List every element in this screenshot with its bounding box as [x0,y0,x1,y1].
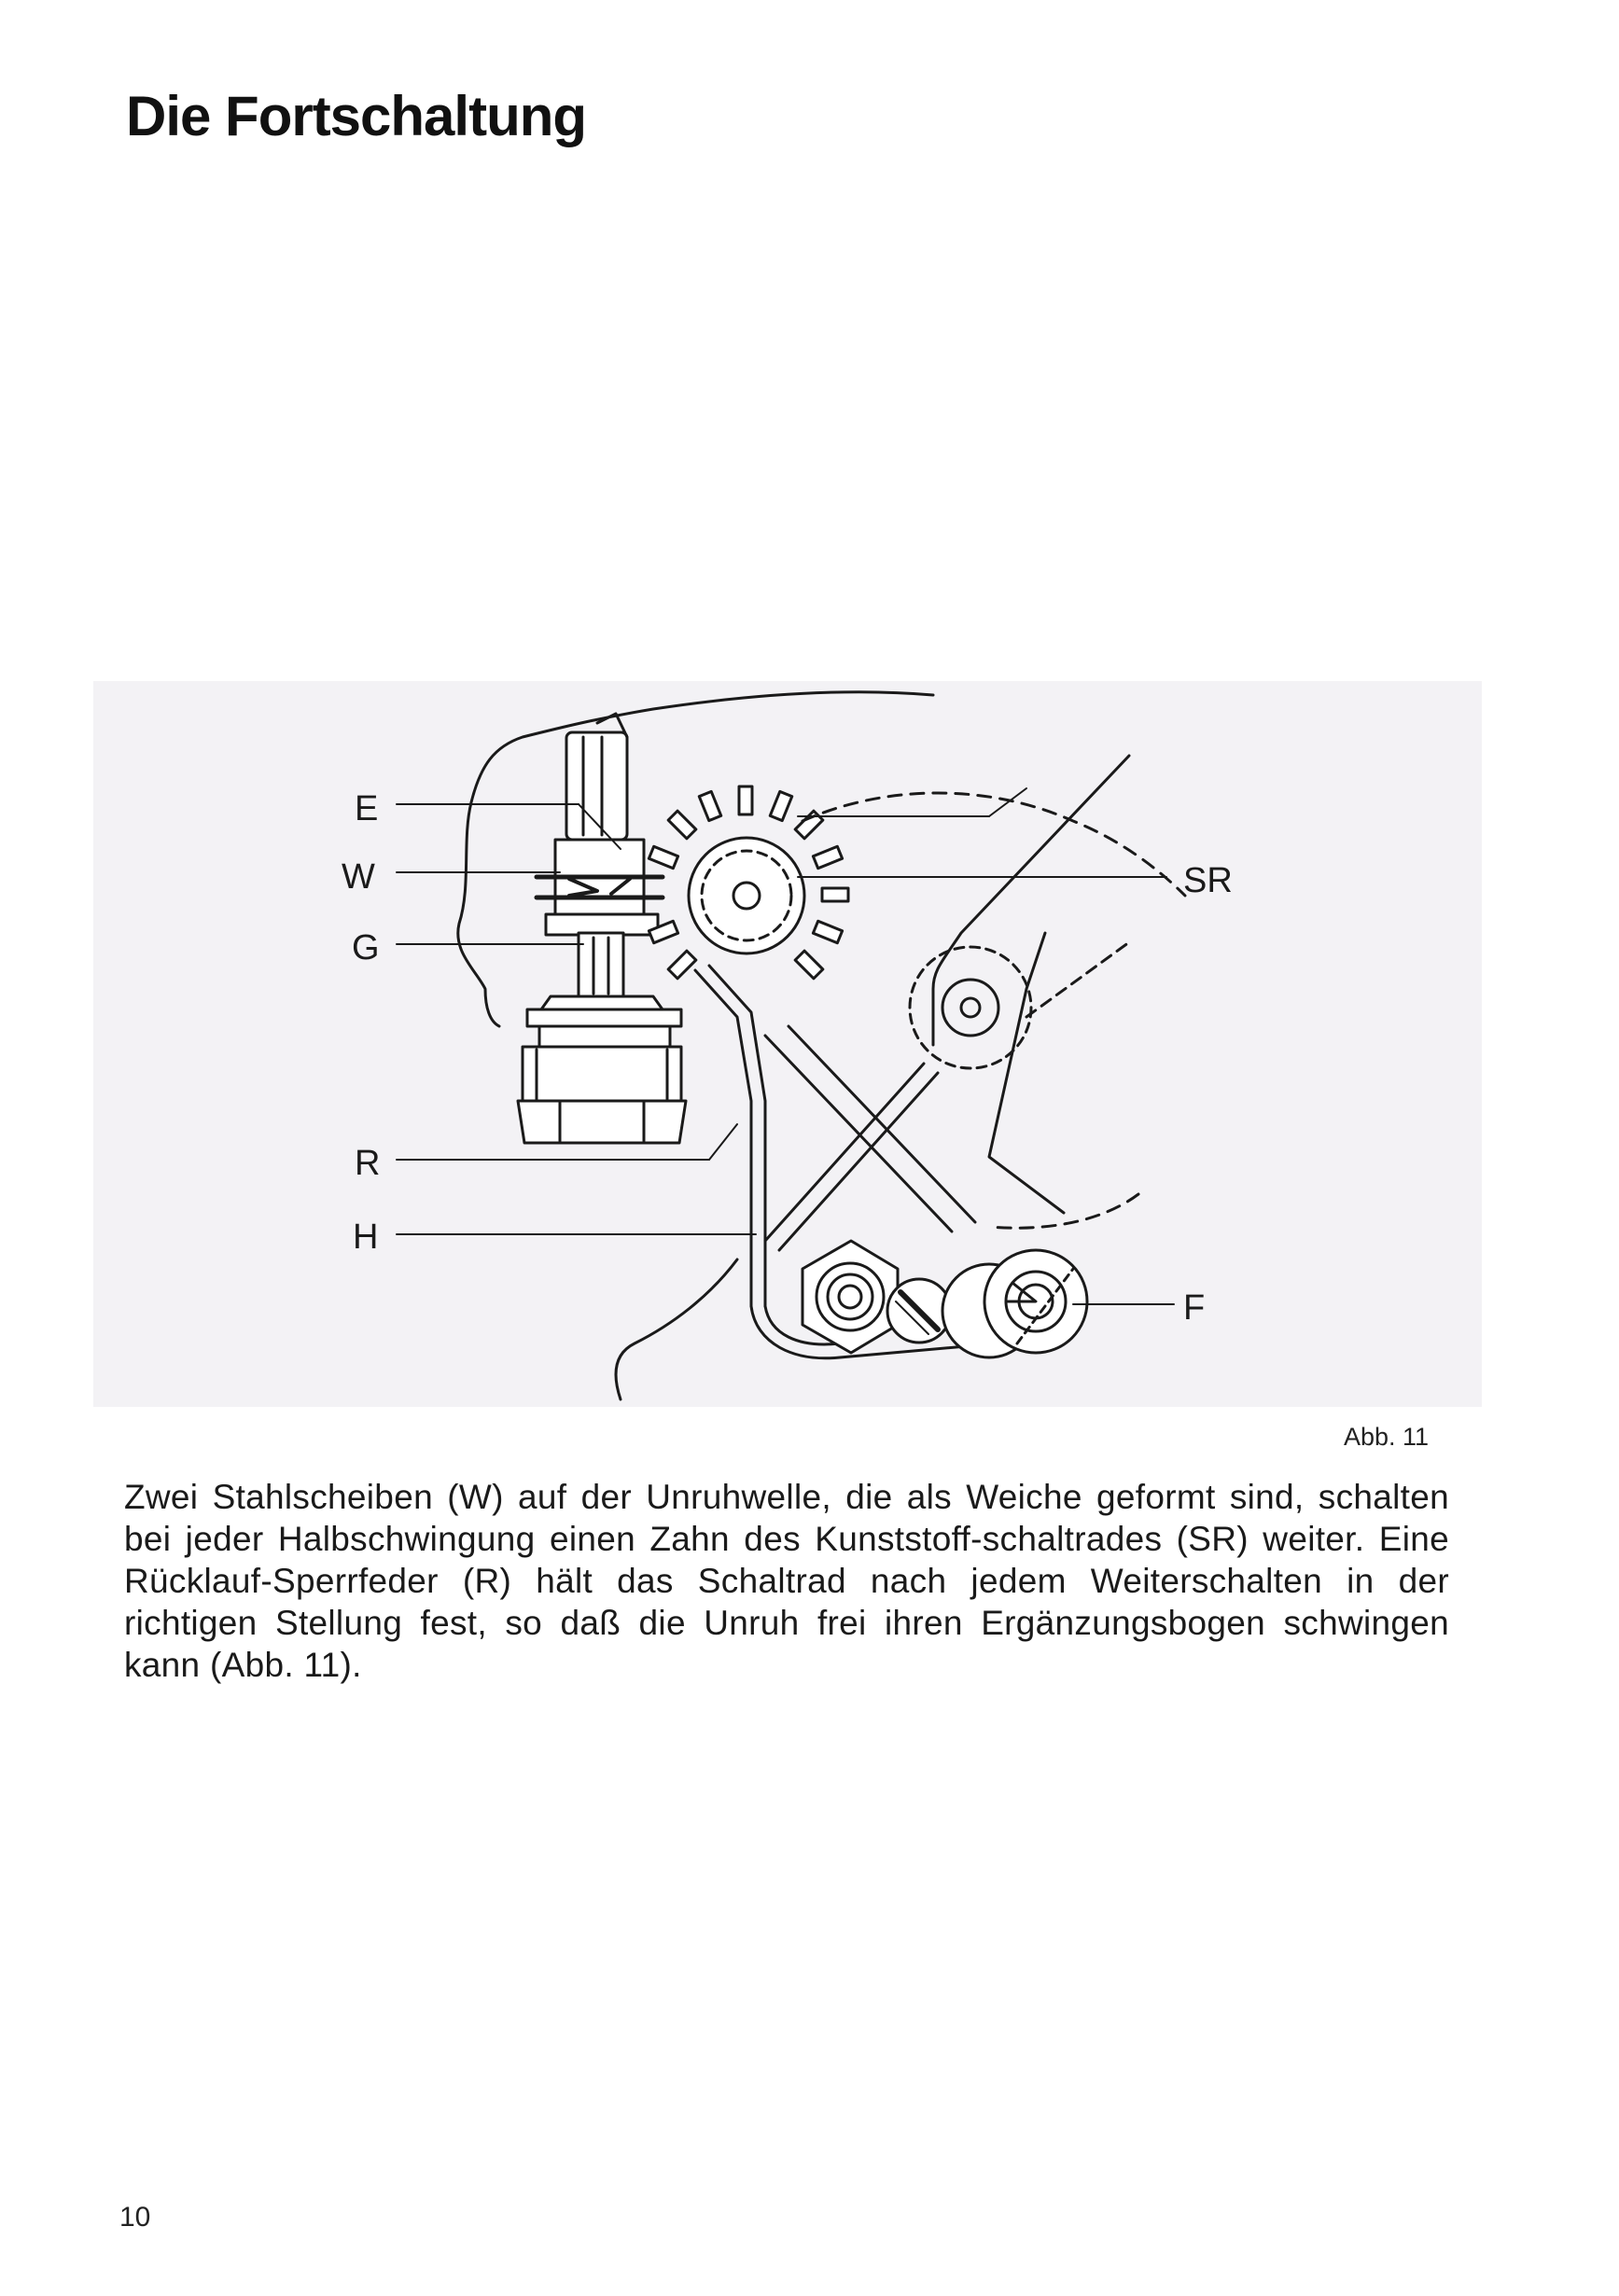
body-paragraph: Zwei Stahlscheiben (W) auf der Unruhwelle, die als Weiche geformt sind, schalten bei jeder Halbschwingung einen Zahn des Kunststoff-schaltrades (SR) weiter. Eine Rücklauf-Sperrfeder (R) hält das Schaltrad nach jedem Weiterschalten in der richtigen Stellung fest, so daß die Unruh frei ihren Ergänzungsbogen schwingen kann (Abb. 11). [124,1478,1449,1684]
label-w: W [342,857,375,897]
page-number: 10 [119,2202,151,2233]
figure-panel [93,681,1482,1407]
figure-caption: Abb. 11 [1344,1423,1430,1451]
page-title: Die Fortschaltung [126,85,587,147]
label-f: F [1183,1288,1206,1328]
label-g: G [352,928,380,967]
label-e: E [355,789,379,828]
label-h: H [353,1218,379,1257]
label-r: R [355,1144,381,1183]
label-sr: SR [1183,861,1233,900]
